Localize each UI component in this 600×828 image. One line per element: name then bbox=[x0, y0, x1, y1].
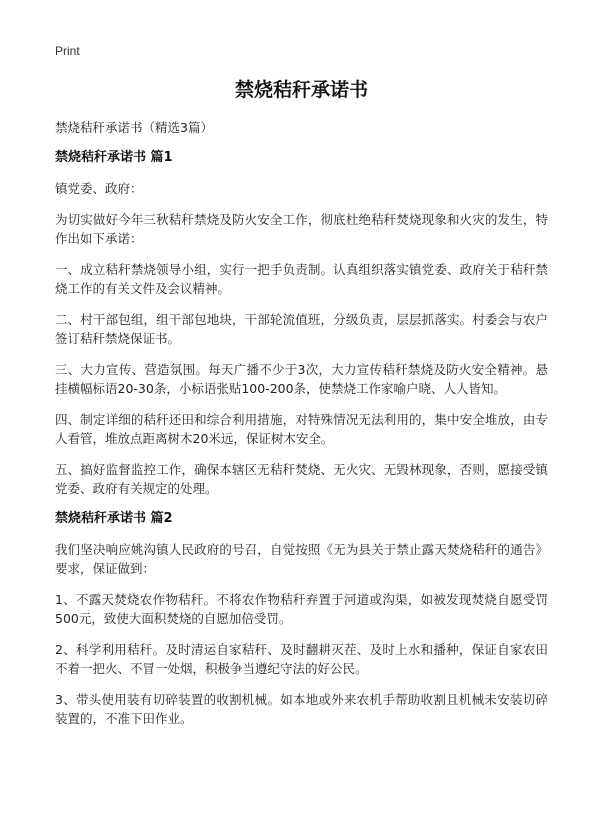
section-1-paragraph: 二、村干部包组，组干部包地块，干部轮流值班，分级负责，层层抓落实。村委会与农户签订秸秆禁烧保证书。 bbox=[55, 312, 548, 346]
section-1-paragraph: 五、搞好监督监控工作，确保本辖区无秸秆焚烧、无火灾、无毁林现象，否则，愿接受镇党委、政府有关规定的处理。 bbox=[55, 462, 548, 496]
document-subtitle: 禁烧秸秆承诺书（精选3篇） bbox=[55, 120, 213, 135]
document-title: 禁烧秸秆承诺书 bbox=[234, 79, 368, 101]
section-2-paragraph: 1、不露天焚烧农作物秸秆。不将农作物秸秆弃置于河道或沟渠，如被发现焚烧自愿受罚500元，致使大面积焚烧的自愿加倍受罚。 bbox=[55, 592, 548, 626]
section-1-paragraph: 一、成立秸秆禁烧领导小组，实行一把手负责制。认真组织落实镇党委、政府关于秸秆禁烧工作的有关文件及会议精神。 bbox=[55, 262, 548, 296]
section-1-paragraph: 四、制定详细的秸秆还田和综合利用措施，对特殊情况无法利用的，集中安全堆放，由专人看管，堆放点距离树木20米远，保证树木安全。 bbox=[55, 412, 548, 446]
section-2-paragraph: 3、带头使用装有切碎装置的收割机械。如本地或外来农机手帮助收割且机械未安装切碎装置的，不准下田作业。 bbox=[55, 692, 548, 726]
section-1-paragraph: 镇党委、政府： bbox=[55, 181, 143, 196]
section-heading-2: 禁烧秸秆承诺书 篇2 bbox=[55, 511, 173, 526]
section-heading-1: 禁烧秸秆承诺书 篇1 bbox=[55, 150, 173, 165]
section-2-paragraph: 我们坚决响应姚沟镇人民政府的号召，自觉按照《无为县关于禁止露天焚烧秸秆的通告》要求，保证做到： bbox=[55, 542, 548, 576]
section-2-paragraph: 2、科学利用秸秆。及时清运自家秸秆、及时翻耕灭茬、及时上水和播种，保证自家农田不着一把火、不冒一处烟，积极争当遵纪守法的好公民。 bbox=[55, 642, 548, 676]
section-1-paragraph: 为切实做好今年三秋秸秆禁烧及防火安全工作，彻底杜绝秸秆焚烧现象和火灾的发生，特作出如下承诺： bbox=[55, 212, 548, 246]
section-1-paragraph: 三、大力宣传、营造氛围。每天广播不少于3次，大力宣传秸秆禁烧及防火安全精神。悬挂横幅标语20-30条，小标语张贴100-200条，使禁烧工作家喻户晓、人人皆知。 bbox=[55, 362, 548, 396]
print-label[interactable]: Print bbox=[55, 44, 80, 58]
